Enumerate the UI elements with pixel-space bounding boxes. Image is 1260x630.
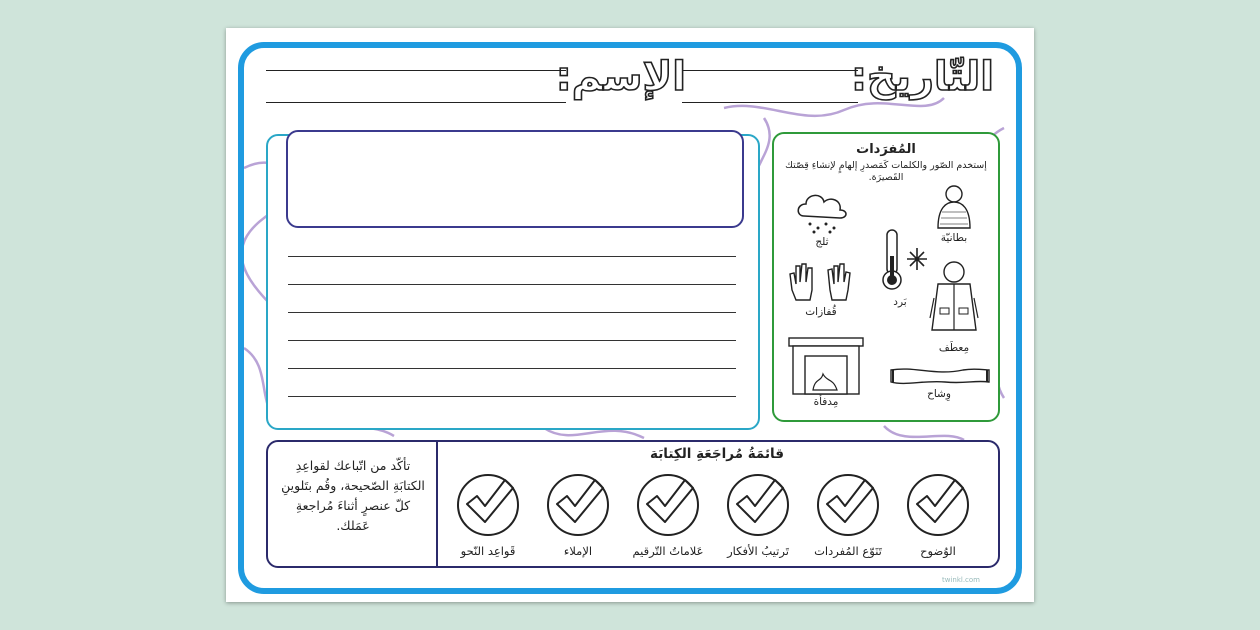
writing-line[interactable] — [288, 340, 736, 341]
scarf-icon — [885, 364, 993, 388]
vocab-item-coat — [924, 258, 984, 354]
vocab-label: مِعطَف — [938, 342, 970, 354]
writing-line[interactable] — [288, 312, 736, 313]
checklist-item-spelling[interactable] — [540, 472, 616, 558]
name-line-1[interactable] — [266, 70, 566, 71]
vocabulary-title: المُفرَدات — [856, 142, 916, 157]
check-circle-icon[interactable] — [633, 472, 703, 538]
vocab-label: وِشاح — [927, 388, 951, 400]
vocabulary-instructions: إستخدم الصّور والكلمات كَمَصدرِ إلهامٍ لإنشاءِ قِصّتك القَصيرَة. — [785, 160, 987, 183]
checklist-item-label: قَواعِد النّحو — [460, 544, 516, 558]
worksheet-frame — [238, 42, 1022, 594]
coat-icon — [928, 258, 980, 342]
checklist-item-label: تَرتيبُ الأفكار — [727, 544, 789, 558]
writing-checklist — [266, 440, 1000, 568]
writing-line[interactable] — [288, 368, 736, 369]
checklist-item-clarity[interactable] — [900, 472, 976, 558]
vocab-item-scarf — [884, 364, 994, 400]
fireplace-icon — [787, 334, 865, 396]
snow-cloud-icon — [794, 190, 850, 236]
vocab-label: قُفازات — [805, 306, 837, 318]
gloves-icon — [786, 260, 856, 306]
worksheet-page — [226, 28, 1034, 602]
blanket-icon — [932, 182, 976, 232]
date-line-2[interactable] — [682, 102, 858, 103]
vocab-item-fireplace — [786, 334, 866, 408]
check-circle-icon[interactable] — [543, 472, 613, 538]
vocab-label: مِدفأة — [813, 396, 839, 408]
checklist-item-label: تَنَوّع المُفردات — [814, 544, 882, 558]
check-circle-icon[interactable] — [813, 472, 883, 538]
vocab-label: بطانيّة — [940, 232, 968, 244]
checklist-note: تأكّد من اتّباعك لقواعِدِ الكتابَةِ الصّحيحة، وقُم بتَلوينِ كلّ عنصرٍ أثناءَ مُراجعةِ عَمَلك. — [281, 458, 425, 533]
writing-line[interactable] — [288, 396, 736, 397]
checklist-item-vocabulary[interactable] — [810, 472, 886, 558]
name-label: الإسم: — [555, 54, 686, 100]
vocab-item-snow — [792, 190, 852, 248]
checklist-item-label: الوُضوح — [920, 544, 956, 558]
check-circle-icon[interactable] — [723, 472, 793, 538]
date-label: التّاريخ: — [851, 54, 994, 100]
footer-credit: twinkl.com — [941, 576, 980, 584]
writing-line[interactable] — [288, 284, 736, 285]
story-writing-area — [266, 134, 760, 430]
thermometer-icon — [869, 226, 931, 296]
vocab-item-gloves — [784, 260, 858, 318]
date-line-1[interactable] — [682, 70, 858, 71]
checklist-item-punctuation[interactable] — [630, 472, 706, 558]
header — [244, 48, 1016, 118]
checklist-title: قائمَةُ مُراجَعَةِ الكِتابَة — [650, 446, 784, 462]
writing-line[interactable] — [288, 256, 736, 257]
check-circle-icon[interactable] — [453, 472, 523, 538]
vocab-item-cold — [868, 226, 932, 308]
vocab-item-blanket — [924, 182, 984, 244]
checklist-item-label: عَلاماتُ التّرقيم — [632, 544, 704, 558]
checklist-item-label: الإملاء — [563, 544, 593, 558]
story-title-box[interactable] — [286, 130, 744, 228]
checklist-item-ideas-order[interactable] — [720, 472, 796, 558]
vocab-label: ثلج — [815, 236, 829, 248]
vocab-label: بَرد — [893, 296, 907, 308]
checklist-item-grammar[interactable] — [450, 472, 526, 558]
check-circle-icon[interactable] — [903, 472, 973, 538]
name-line-2[interactable] — [266, 102, 566, 103]
vocabulary-panel — [772, 132, 1000, 422]
